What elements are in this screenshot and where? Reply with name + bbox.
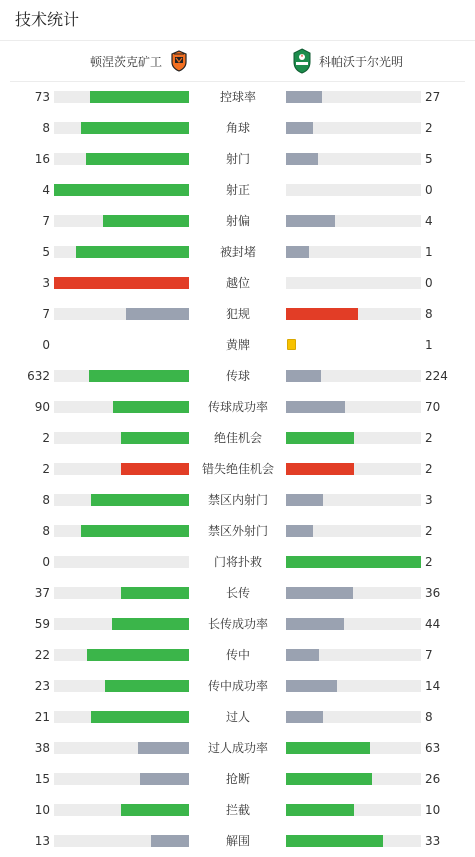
away-value: 2 (425, 524, 433, 538)
stat-row (0, 702, 475, 733)
away-value: 8 (425, 307, 433, 321)
home-bar-track (54, 680, 189, 692)
home-bar-fill (54, 277, 189, 289)
stat-row (0, 144, 475, 175)
home-bar-track (54, 742, 189, 754)
away-bar-fill (286, 711, 323, 723)
home-value: 4 (42, 183, 50, 197)
home-value: 22 (34, 648, 50, 662)
away-bar-track (286, 525, 421, 537)
away-value: 5 (425, 152, 433, 166)
stat-row (0, 795, 475, 826)
home-bar-track (54, 463, 189, 475)
stat-label: 禁区外射门 (207, 524, 268, 538)
away-bar-track (286, 122, 421, 134)
stat-label: 禁区内射门 (207, 493, 268, 507)
away-bar-fill (286, 773, 372, 785)
home-bar-track (54, 649, 189, 661)
away-bar-track (286, 649, 421, 661)
away-bar-track (286, 556, 421, 568)
shakhtar-crest-icon (168, 48, 190, 74)
home-bar-track (54, 835, 189, 847)
home-value: 7 (42, 214, 50, 228)
away-bar-track (286, 401, 421, 413)
home-value: 7 (42, 307, 50, 321)
stat-row (0, 764, 475, 795)
away-bar-fill (286, 432, 354, 444)
away-bar-track (286, 308, 421, 320)
away-bar-fill (286, 153, 318, 165)
home-bar-fill (121, 432, 189, 444)
stat-row (0, 547, 475, 578)
stat-row (0, 733, 475, 764)
breidablik-crest-icon (291, 48, 313, 74)
away-bar-fill (286, 835, 383, 847)
away-bar-track (286, 587, 421, 599)
stat-label: 射门 (225, 152, 250, 166)
home-bar-track (54, 432, 189, 444)
stat-label: 黄牌 (225, 338, 250, 352)
home-value: 37 (34, 586, 50, 600)
stat-label: 越位 (225, 276, 250, 290)
away-value: 63 (425, 741, 441, 755)
home-bar-fill (81, 122, 189, 134)
away-bar-track (286, 215, 421, 227)
home-bar-fill (126, 308, 189, 320)
away-bar-track (286, 711, 421, 723)
away-value: 1 (425, 245, 433, 259)
stat-label: 错失绝佳机会 (201, 462, 274, 476)
away-bar-fill (286, 587, 353, 599)
section-title-text: 技术统计 (15, 10, 80, 29)
stat-row (0, 609, 475, 640)
away-bar-fill (286, 246, 309, 258)
away-value: 44 (425, 617, 441, 631)
home-bar-fill (91, 711, 189, 723)
away-bar-track (286, 184, 421, 196)
team-header (10, 41, 465, 82)
stat-row (0, 578, 475, 609)
away-value: 2 (425, 462, 433, 476)
stat-row (0, 268, 475, 299)
away-bar-fill (286, 556, 421, 568)
away-value: 0 (425, 276, 433, 290)
home-value: 13 (34, 834, 50, 848)
stat-row (0, 299, 475, 330)
home-value: 38 (34, 741, 50, 755)
home-bar-track (54, 91, 189, 103)
stat-label: 被封堵 (219, 245, 256, 259)
away-value: 2 (425, 431, 433, 445)
away-value: 0 (425, 183, 433, 197)
stat-label: 传中 (225, 648, 250, 662)
away-bar-track (286, 804, 421, 816)
away-bar-track (286, 246, 421, 258)
away-bar-track (286, 742, 421, 754)
away-bar-fill (286, 649, 319, 661)
stat-row (0, 113, 475, 144)
home-value: 16 (34, 152, 50, 166)
stat-row (0, 392, 475, 423)
away-team[interactable] (291, 41, 403, 81)
home-bar-track (54, 184, 189, 196)
away-bar-track (286, 432, 421, 444)
home-bar-fill (91, 494, 189, 506)
home-value: 3 (42, 276, 50, 290)
stat-label: 犯规 (225, 307, 250, 321)
stat-row (0, 640, 475, 671)
stat-label: 长传成功率 (207, 617, 268, 631)
home-bar-track (54, 525, 189, 537)
away-value: 2 (425, 121, 433, 135)
home-bar-fill (89, 370, 189, 382)
stat-label: 绝佳机会 (213, 431, 262, 445)
home-bar-fill (81, 525, 189, 537)
stat-label: 射正 (225, 183, 250, 197)
home-bar-fill (87, 649, 189, 661)
away-value: 27 (425, 90, 441, 104)
stat-row (0, 82, 475, 113)
yellow-card-icon (287, 339, 296, 350)
home-value: 2 (42, 431, 50, 445)
home-bar-fill (86, 153, 189, 165)
home-bar-fill (103, 215, 189, 227)
stat-row (0, 423, 475, 454)
away-bar-track (286, 494, 421, 506)
away-bar-fill (286, 494, 323, 506)
home-value: 0 (42, 555, 50, 569)
away-value: 10 (425, 803, 441, 817)
stat-row (0, 361, 475, 392)
home-bar-track (54, 401, 189, 413)
home-value: 21 (34, 710, 50, 724)
away-bar-fill (286, 215, 335, 227)
stat-label: 过人成功率 (207, 741, 268, 755)
stat-label: 抢断 (225, 772, 250, 786)
home-team[interactable] (90, 41, 190, 81)
home-bar-fill (105, 680, 189, 692)
home-bar-fill (90, 91, 189, 103)
stat-label: 传中成功率 (207, 679, 268, 693)
home-value: 8 (42, 121, 50, 135)
stat-row (0, 485, 475, 516)
home-bar-track (54, 153, 189, 165)
away-value: 26 (425, 772, 441, 786)
home-team-name: 顿涅茨克矿工 (90, 54, 163, 69)
away-bar-fill (286, 401, 345, 413)
stat-label: 门将扑救 (213, 555, 262, 569)
home-bar-track (54, 215, 189, 227)
home-bar-track (54, 804, 189, 816)
home-bar-fill (121, 463, 189, 475)
stat-row (0, 516, 475, 547)
home-bar-track (54, 370, 189, 382)
stat-row (0, 330, 475, 361)
away-value: 36 (425, 586, 441, 600)
away-bar-track (286, 835, 421, 847)
stat-row (0, 206, 475, 237)
home-bar-fill (121, 804, 189, 816)
stat-label: 拦截 (225, 803, 250, 817)
away-value: 70 (425, 400, 441, 414)
away-value: 2 (425, 555, 433, 569)
home-bar-fill (54, 184, 189, 196)
home-value: 15 (34, 772, 50, 786)
stat-row (0, 454, 475, 485)
home-value: 0 (42, 338, 50, 352)
home-value: 2 (42, 462, 50, 476)
home-bar-track (54, 618, 189, 630)
away-bar-track (286, 463, 421, 475)
stat-row (0, 671, 475, 702)
stat-label: 角球 (225, 121, 250, 135)
away-bar-fill (286, 308, 358, 320)
home-bar-track (54, 246, 189, 258)
home-bar-fill (121, 587, 189, 599)
away-value: 8 (425, 710, 433, 724)
home-bar-track (54, 773, 189, 785)
home-value: 8 (42, 493, 50, 507)
home-bar-track (54, 711, 189, 723)
stat-row (0, 826, 475, 857)
away-bar-fill (286, 91, 322, 103)
home-bar-track (54, 587, 189, 599)
home-bar-track (54, 556, 189, 568)
stat-label: 射偏 (225, 214, 250, 228)
stat-label: 解围 (225, 834, 250, 848)
home-bar-track (54, 494, 189, 506)
away-value: 1 (425, 338, 433, 352)
home-bar-track (54, 122, 189, 134)
away-value: 33 (425, 834, 441, 848)
home-value: 59 (34, 617, 50, 631)
home-value: 8 (42, 524, 50, 538)
away-bar-track (286, 370, 421, 382)
home-value: 5 (42, 245, 50, 259)
stat-row (0, 175, 475, 206)
home-bar-track (54, 277, 189, 289)
stat-label: 传球成功率 (207, 400, 268, 414)
away-bar-track (286, 277, 421, 289)
away-bar-track (286, 618, 421, 630)
away-bar-fill (286, 463, 354, 475)
away-team-name: 科帕沃于尔光明 (319, 54, 404, 69)
away-bar-track (286, 91, 421, 103)
home-bar-fill (138, 742, 189, 754)
away-value: 14 (425, 679, 441, 693)
away-bar-fill (286, 525, 313, 537)
away-value: 4 (425, 214, 433, 228)
home-value: 90 (34, 400, 50, 414)
home-value: 632 (27, 369, 50, 383)
home-value: 10 (34, 803, 50, 817)
stat-row (0, 237, 475, 268)
home-bar-fill (113, 401, 189, 413)
stat-label: 传球 (225, 369, 250, 383)
away-bar-fill (286, 122, 313, 134)
home-bar-fill (112, 618, 189, 630)
home-value: 23 (34, 679, 50, 693)
home-bar-track (54, 308, 189, 320)
away-bar-track (286, 773, 421, 785)
home-bar-fill (76, 246, 189, 258)
away-value: 3 (425, 493, 433, 507)
away-bar-fill (286, 804, 354, 816)
stat-label: 过人 (225, 710, 250, 724)
away-bar-track (286, 153, 421, 165)
away-value: 7 (425, 648, 433, 662)
section-title (0, 0, 475, 41)
away-bar-track (286, 680, 421, 692)
stat-label: 长传 (225, 586, 250, 600)
away-bar-fill (286, 370, 321, 382)
away-bar-fill (286, 742, 370, 754)
home-bar-fill (140, 773, 189, 785)
away-value: 224 (425, 369, 448, 383)
home-bar-fill (151, 835, 189, 847)
away-bar-fill (286, 618, 344, 630)
away-bar-fill (286, 680, 337, 692)
stats-list (0, 82, 475, 857)
home-value: 73 (34, 90, 50, 104)
stat-label: 控球率 (219, 90, 256, 104)
